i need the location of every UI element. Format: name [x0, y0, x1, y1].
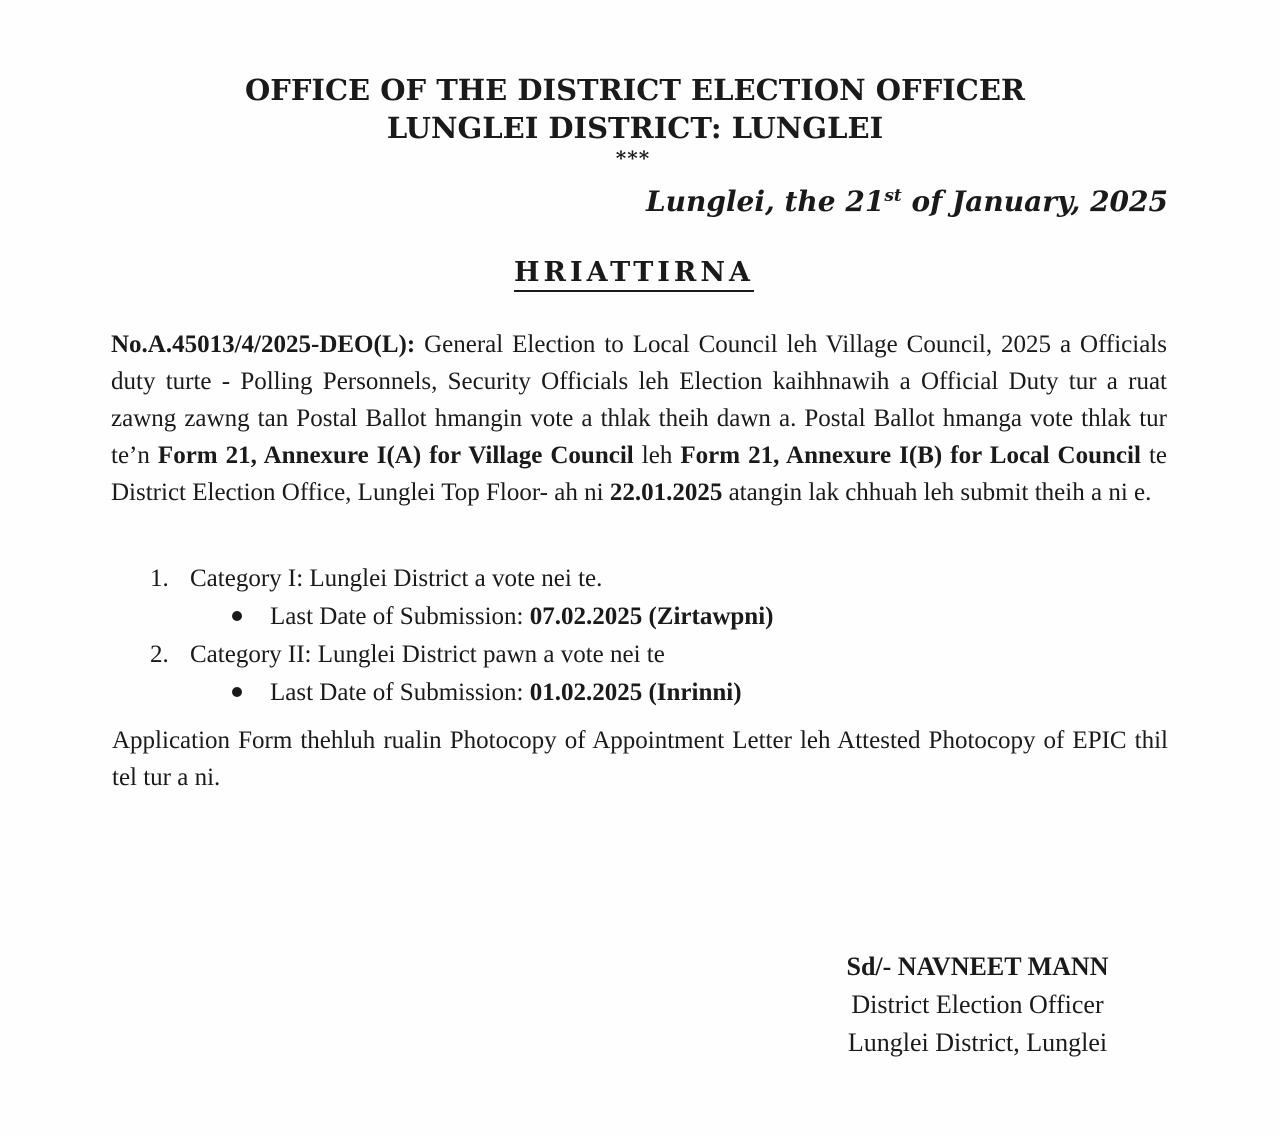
- reference-number: No.A.45013/4/2025-DEO(L):: [111, 331, 416, 358]
- office-title: OFFICE OF THE DISTRICT ELECTION OFFICER: [244, 73, 1026, 107]
- category-number: 2.: [150, 641, 169, 668]
- bullet-icon: [232, 611, 242, 621]
- body-text-2: leh: [633, 442, 681, 469]
- form-a-label: Form 21, Annexure I(A) for Village Council: [157, 442, 634, 469]
- body-text-1: General Election to Local Council leh Village Council, 2025 a Officials duty turte - Polling Personnels, Security Officials leh Election kaihhnawih a Official Duty tur a ruat zawng zawng tan Postal Ballot hmangin vote a thlak theih dawn a. Postal Ballot hmanga vote thlak tur te’n: [111, 331, 1167, 469]
- category-label: Category I: Lunglei District a vote nei te.: [190, 565, 603, 592]
- category-number: 1.: [150, 565, 169, 592]
- bullet-icon: [232, 687, 242, 697]
- deadline-label: Last Date of Submission:: [270, 603, 530, 630]
- date-suffix: of January, 2025: [901, 185, 1168, 218]
- header-separator: ***: [615, 146, 651, 170]
- deadline-value: 07.02.2025 (Zirtawpni): [529, 603, 774, 630]
- deadline-value: 01.02.2025 (Inrinni): [529, 679, 742, 706]
- start-date: 22.01.2025: [609, 479, 723, 506]
- deadline-item: [232, 674, 742, 711]
- notice-body: [111, 326, 1167, 511]
- deadline-item: [232, 598, 773, 635]
- category-item: [150, 636, 1050, 673]
- date-superscript: st: [884, 186, 902, 206]
- signatory-name: Sd/- NAVNEET MANN: [846, 952, 1109, 981]
- body-text-4: atangin lak chhuah leh submit theih a ni e.: [722, 479, 1152, 506]
- date-prefix: Lunglei, the 21: [645, 185, 885, 218]
- signatory-office: Lunglei District, Lunglei: [847, 1028, 1108, 1057]
- closing-paragraph: Application Form thehluh rualin Photocopy of Appointment Letter leh Attested Photocopy of EPIC thil tel tur a ni.: [112, 727, 1168, 791]
- form-b-label: Form 21, Annexure I(B) for Local Council: [680, 442, 1141, 469]
- notice-heading: [0, 254, 1268, 292]
- district-title: LUNGLEI DISTRICT: LUNGLEI: [386, 111, 884, 145]
- notice-date: [646, 176, 1168, 222]
- heading-text: HRIATTIRNA: [514, 257, 754, 292]
- category-item: [150, 560, 1050, 597]
- deadline-label: Last Date of Submission:: [270, 679, 530, 706]
- category-label: Category II: Lunglei District pawn a vote nei te: [190, 641, 665, 668]
- body-text-3: te District Election Office, Lunglei Top Floor- ah ni: [111, 442, 1167, 506]
- signatory-designation: District Election Officer: [851, 990, 1104, 1019]
